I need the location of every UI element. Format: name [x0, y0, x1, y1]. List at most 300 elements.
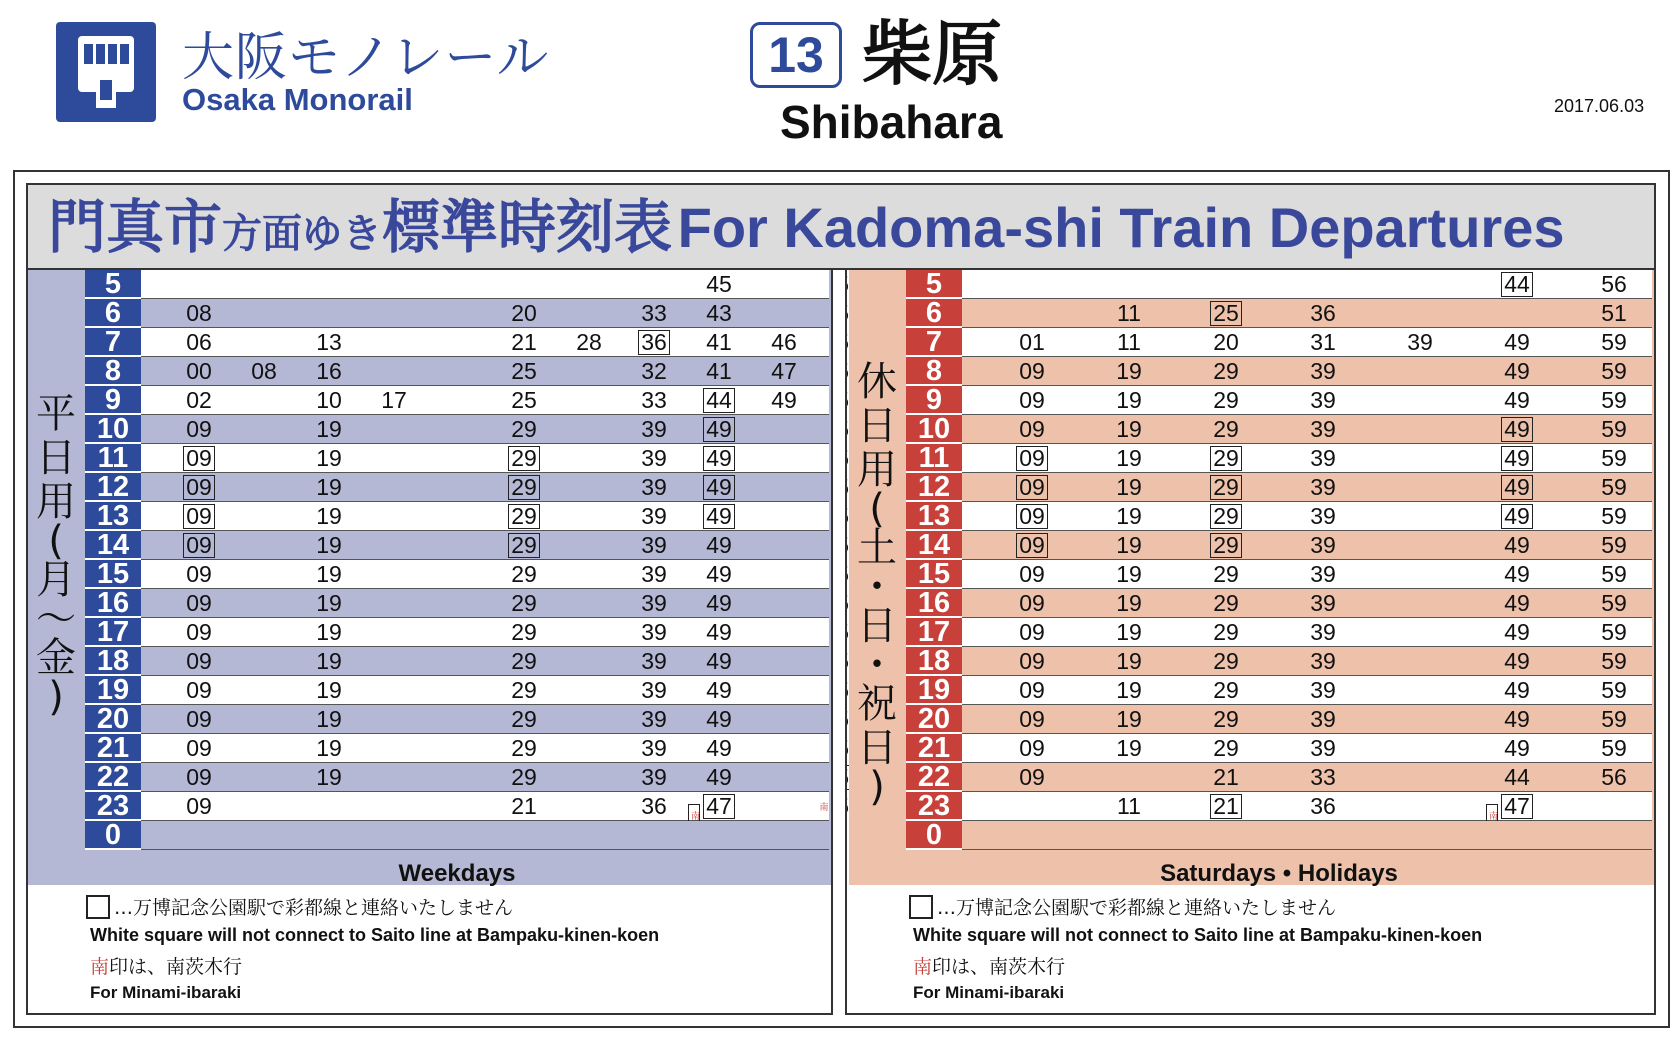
departure-minute: 39	[641, 503, 667, 529]
departure-minute: 36	[637, 328, 671, 357]
departure-minute: 59	[1601, 532, 1627, 558]
departure-minute: 09	[186, 793, 212, 819]
hour-label: 11	[85, 444, 141, 473]
departure-minute: 41	[706, 329, 732, 355]
departure-minute: 19	[1116, 358, 1142, 384]
departure-minute: 29	[511, 764, 537, 790]
departure-minute: 36	[1310, 300, 1336, 326]
hour-label: 19	[906, 676, 962, 705]
departure-minute: 39	[641, 445, 667, 471]
departure-minute: 29	[511, 416, 537, 442]
departure-minute: 19	[1116, 387, 1142, 413]
departure-minute: 31	[1310, 329, 1336, 355]
monorail-train-icon	[56, 22, 156, 122]
departure-minute: 49	[1500, 415, 1534, 444]
departure-minute: 09	[186, 561, 212, 587]
departure-minute: 59	[1601, 648, 1627, 674]
holiday-footer: Saturdays • Holidays	[1160, 860, 1398, 887]
departure-minute: 39	[1310, 503, 1336, 529]
table-row	[962, 734, 1652, 763]
table-row	[962, 386, 1652, 415]
departure-minute: 29	[1209, 502, 1243, 531]
vertical-label-char: 休	[857, 359, 897, 405]
departure-minute: 29	[511, 648, 537, 674]
departure-minute: 49	[702, 444, 736, 473]
departure-minute: 19	[1116, 590, 1142, 616]
departure-minute: 19	[1116, 619, 1142, 645]
vertical-label-char: 金	[36, 635, 76, 681]
departure-minute: 19	[1116, 648, 1142, 674]
hour-label: 6	[906, 299, 962, 328]
departure-minute: 08	[251, 358, 277, 384]
departure-minute: 25	[1209, 299, 1243, 328]
south-note-jp-text: 印は、南茨木行	[109, 956, 243, 978]
departure-minute: 39	[1310, 416, 1336, 442]
vertical-label-char: 日	[857, 603, 897, 649]
departure-minute: 39	[1310, 532, 1336, 558]
departure-minute: 49	[706, 648, 732, 674]
table-row	[962, 357, 1652, 386]
departure-minute: 21	[1213, 764, 1239, 790]
departure-minute: 21	[1209, 792, 1243, 821]
departure-minute: 59	[1601, 619, 1627, 645]
holiday-hours-column	[906, 270, 962, 850]
hour-label: 18	[85, 647, 141, 676]
vertical-label-char: ・	[857, 642, 897, 688]
hour-label: 17	[85, 618, 141, 647]
table-row	[141, 763, 829, 792]
departure-minute: 49	[702, 473, 736, 502]
departure-minute: 39	[1310, 590, 1336, 616]
departure-minute: 29	[1213, 706, 1239, 732]
departure-minute: 29	[511, 619, 537, 645]
hour-label: 0	[85, 821, 141, 850]
departure-minute: 29	[1213, 416, 1239, 442]
departure-minute: 49	[706, 706, 732, 732]
departure-minute: 09	[1019, 416, 1045, 442]
departure-minute: 19	[316, 764, 342, 790]
hour-label: 21	[906, 734, 962, 763]
departure-minute: 20	[511, 300, 537, 326]
table-row	[962, 531, 1652, 560]
departure-minute: 49	[1504, 358, 1530, 384]
departure-minute: 41	[706, 358, 732, 384]
departure-minute: 39	[1407, 329, 1433, 355]
departure-minute: 59	[1601, 445, 1627, 471]
departure-minute: 19	[1116, 416, 1142, 442]
table-row	[962, 821, 1652, 850]
square-note-jp-text: …万博記念公園駅で彩都線と連絡いたしません	[937, 897, 1337, 919]
hour-label: 9	[85, 386, 141, 415]
holiday-panel	[849, 270, 1654, 885]
hour-label: 0	[906, 821, 962, 850]
hour-label: 14	[85, 531, 141, 560]
departure-minute: 19	[316, 445, 342, 471]
departure-minute: 19	[1116, 735, 1142, 761]
departure-minute: 13	[316, 329, 342, 355]
hour-label: 18	[906, 647, 962, 676]
departure-minute: 09	[186, 706, 212, 732]
hour-label: 23	[906, 792, 962, 821]
table-row	[141, 386, 829, 415]
brand-name-en: Osaka Monorail	[182, 82, 413, 117]
table-row	[962, 299, 1652, 328]
square-note-en: White square will not connect to Saito line at Bampaku-kinen-koen	[913, 925, 1483, 945]
departure-minute: 19	[316, 474, 342, 500]
departure-minute: 29	[1213, 619, 1239, 645]
table-row	[141, 705, 829, 734]
vertical-label-char: (	[48, 518, 64, 564]
weekday-times-grid	[141, 270, 829, 850]
hour-label: 8	[906, 357, 962, 386]
departure-minute: 33	[641, 300, 667, 326]
departure-minute: 59	[1601, 677, 1627, 703]
departure-minute: 59	[1601, 735, 1627, 761]
table-row	[141, 328, 829, 357]
departure-minute: 59	[1601, 590, 1627, 616]
departure-minute: 59	[1601, 358, 1627, 384]
departure-minute: 16	[316, 358, 342, 384]
departure-minute: 29	[1209, 473, 1243, 502]
table-row	[962, 705, 1652, 734]
departure-minute: 39	[641, 561, 667, 587]
south-note-jp	[913, 952, 1065, 979]
vertical-label-char: 日	[857, 725, 897, 771]
table-row	[141, 792, 829, 821]
hour-label: 23	[85, 792, 141, 821]
departure-minute: 01	[1019, 329, 1045, 355]
departure-minute: 49	[1500, 502, 1534, 531]
holiday-vertical-label	[849, 359, 905, 810]
vertical-label-char: )	[869, 764, 885, 810]
departure-minute: 47 南	[702, 792, 736, 821]
departure-minute: 39	[641, 416, 667, 442]
departure-minute: 09	[1019, 735, 1045, 761]
table-row	[962, 763, 1652, 792]
departure-minute: 09	[1019, 387, 1045, 413]
weekday-hours-column	[85, 270, 141, 850]
departure-minute: 29	[507, 473, 541, 502]
departure-minute: 09	[186, 416, 212, 442]
departure-minute: 29	[1213, 648, 1239, 674]
station-number-badge: 13	[750, 22, 842, 88]
vertical-label-char: 用	[857, 447, 897, 493]
square-note-jp-text: …万博記念公園駅で彩都線と連絡いたしません	[114, 897, 514, 919]
hour-label: 11	[906, 444, 962, 473]
departure-minute: 19	[316, 706, 342, 732]
departure-minute: 29	[511, 706, 537, 732]
departure-minute: 39	[641, 735, 667, 761]
table-row	[962, 618, 1652, 647]
departure-minute: 49	[706, 561, 732, 587]
departure-minute: 29	[511, 735, 537, 761]
departure-minute: 49	[706, 590, 732, 616]
departure-minute: 49	[1504, 648, 1530, 674]
departure-minute: 39	[1310, 619, 1336, 645]
departure-minute: 10	[316, 387, 342, 413]
departure-minute: 20	[1213, 329, 1239, 355]
table-row	[962, 589, 1652, 618]
white-square-icon	[909, 895, 933, 919]
departure-minute: 19	[316, 677, 342, 703]
departure-minute: 49	[1504, 561, 1530, 587]
departure-minute: 19	[316, 619, 342, 645]
departure-minute: 09	[1015, 502, 1049, 531]
table-row	[141, 560, 829, 589]
departure-minute: 09	[1015, 531, 1049, 560]
departure-minute: 29	[1209, 444, 1243, 473]
departure-minute: 39	[641, 619, 667, 645]
hour-label: 7	[906, 328, 962, 357]
table-row	[141, 502, 829, 531]
south-note-jp	[90, 952, 242, 979]
departure-minute: 19	[1116, 474, 1142, 500]
departure-minute: 51	[1601, 300, 1627, 326]
table-row	[962, 444, 1652, 473]
departure-minute: 09	[1019, 561, 1045, 587]
departure-minute: 29	[1213, 677, 1239, 703]
hour-label: 13	[906, 502, 962, 531]
departure-minute: 39	[1310, 387, 1336, 413]
square-note-jp	[86, 893, 513, 920]
departure-minute: 44	[702, 386, 736, 415]
departure-minute: 09	[182, 473, 216, 502]
departure-minute: 09	[1019, 619, 1045, 645]
departure-minute: 29	[507, 444, 541, 473]
vertical-label-char: ・	[857, 564, 897, 610]
hour-label: 10	[906, 415, 962, 444]
departure-minute: 09	[186, 677, 212, 703]
departure-minute: 36	[1310, 793, 1336, 819]
departure-minute: 39	[641, 677, 667, 703]
departure-minute: 39	[1310, 648, 1336, 674]
departure-minute: 49	[1500, 444, 1534, 473]
departure-minute: 39	[1310, 474, 1336, 500]
departure-minute: 09	[186, 764, 212, 790]
hour-label: 22	[85, 763, 141, 792]
departure-minute: 49	[1504, 590, 1530, 616]
departure-minute: 56	[1601, 271, 1627, 297]
departure-minute: 49	[1504, 735, 1530, 761]
south-mark: 南	[688, 804, 700, 829]
departure-minute: 49	[771, 387, 797, 413]
hour-label: 12	[906, 473, 962, 502]
departure-minute: 11	[1117, 329, 1141, 355]
departure-minute: 39	[1310, 445, 1336, 471]
table-row	[141, 647, 829, 676]
departure-minute: 25	[511, 387, 537, 413]
station-name-jp: 柴原	[862, 13, 1002, 95]
vertical-label-char: 日	[36, 435, 76, 481]
table-row	[141, 357, 829, 386]
white-square-icon	[86, 895, 110, 919]
table-row	[962, 502, 1652, 531]
weekday-panel	[28, 270, 831, 885]
departure-minute: 29	[507, 502, 541, 531]
vertical-label-char: 用	[36, 479, 76, 525]
departure-minute: 00	[186, 358, 212, 384]
departure-minute: 49	[702, 415, 736, 444]
departure-minute: 09	[182, 531, 216, 560]
hour-label: 19	[85, 676, 141, 705]
departure-minute: 59	[1601, 561, 1627, 587]
departure-minute: 09	[182, 444, 216, 473]
departure-minute: 11	[1117, 300, 1141, 326]
departure-minute: 19	[1116, 706, 1142, 732]
departure-minute: 19	[316, 503, 342, 529]
departure-minute: 59	[1601, 387, 1627, 413]
table-row	[962, 270, 1652, 299]
south-mark: 南	[1486, 804, 1498, 829]
departure-minute: 02	[186, 387, 212, 413]
departure-minute: 29	[507, 531, 541, 560]
departure-minute: 19	[1116, 445, 1142, 471]
departure-minute: 56	[1601, 764, 1627, 790]
table-row	[141, 299, 829, 328]
departure-minute: 09	[186, 735, 212, 761]
departure-minute: 49	[1504, 329, 1530, 355]
timetable-title-band	[28, 185, 1654, 270]
table-row	[141, 676, 829, 705]
departure-minute: 09	[186, 590, 212, 616]
hour-label: 6	[85, 299, 141, 328]
destination-jp: 門真市	[48, 193, 223, 261]
departure-minute: 09	[1019, 677, 1045, 703]
hour-label: 13	[85, 502, 141, 531]
hour-label: 12	[85, 473, 141, 502]
weekday-vertical-label	[28, 391, 84, 720]
hour-label: 7	[85, 328, 141, 357]
table-row	[962, 415, 1652, 444]
direction-jp: 方面ゆき	[222, 211, 383, 257]
departure-minute: 44	[1504, 764, 1530, 790]
departure-minute: 25	[511, 358, 537, 384]
hour-label: 5	[906, 270, 962, 299]
brand-name-jp: 大阪モノレール	[182, 28, 550, 88]
departure-minute: 33	[1310, 764, 1336, 790]
vertical-label-char: )	[48, 674, 64, 720]
table-row	[962, 647, 1652, 676]
departure-minute: 09	[186, 648, 212, 674]
departure-minute: 29	[1213, 358, 1239, 384]
departure-minute: 47 南	[1500, 792, 1534, 821]
departure-minute: 29	[1213, 387, 1239, 413]
departure-minute: 09	[1015, 444, 1049, 473]
departure-minute: 29	[511, 590, 537, 616]
square-note-jp	[909, 893, 1336, 920]
square-note-en: White square will not connect to Saito line at Bampaku-kinen-koen	[90, 925, 660, 945]
table-row	[141, 589, 829, 618]
hour-label: 22	[906, 763, 962, 792]
departure-minute: 29	[511, 677, 537, 703]
table-row	[962, 560, 1652, 589]
table-row	[141, 821, 829, 850]
departure-minute: 08	[186, 300, 212, 326]
departure-minute: 06	[186, 329, 212, 355]
south-mark: 南	[819, 802, 829, 812]
departure-minute: 19	[1116, 532, 1142, 558]
hour-label: 21	[85, 734, 141, 763]
station-name-en: Shibahara	[780, 96, 1003, 148]
departure-minute: 45	[706, 271, 732, 297]
departure-minute: 09	[1019, 706, 1045, 732]
departure-minute: 29	[511, 561, 537, 587]
vertical-label-char: 祝	[857, 681, 897, 727]
hour-label: 8	[85, 357, 141, 386]
departure-minute: 44	[1500, 270, 1534, 299]
departure-minute: 19	[316, 416, 342, 442]
vertical-label-char: 〜	[36, 596, 76, 642]
departure-minute: 28	[576, 329, 602, 355]
departure-minute: 49	[1504, 677, 1530, 703]
holiday-notes	[849, 885, 1654, 1013]
hour-label: 10	[85, 415, 141, 444]
departure-minute: 29	[1213, 561, 1239, 587]
departure-minute: 49	[706, 677, 732, 703]
hour-label: 17	[906, 618, 962, 647]
south-note-en: For Minami-ibaraki	[913, 983, 1065, 1002]
departure-minute: 49	[1504, 387, 1530, 413]
departure-minute: 49	[706, 619, 732, 645]
vertical-label-char: 月	[36, 557, 76, 603]
departure-minute: 39	[641, 706, 667, 732]
revision-date: 2017.06.03	[1554, 96, 1645, 116]
table-row	[141, 618, 829, 647]
hour-label: 5	[85, 270, 141, 299]
timetable-label-jp: 標準時刻表	[382, 193, 673, 261]
departure-minute: 59	[1601, 474, 1627, 500]
departure-minute: 49	[706, 764, 732, 790]
south-mark: 南	[913, 956, 933, 978]
table-row	[141, 415, 829, 444]
departure-minute: 39	[641, 590, 667, 616]
departure-minute: 47	[771, 358, 797, 384]
departure-minute: 39	[1310, 735, 1336, 761]
weekday-notes	[28, 885, 831, 1013]
hour-label: 15	[906, 560, 962, 589]
table-row	[962, 792, 1652, 821]
departure-minute: 19	[1116, 677, 1142, 703]
departure-minute: 09	[186, 619, 212, 645]
departure-minute: 09	[1015, 473, 1049, 502]
table-row	[141, 734, 829, 763]
vertical-label-char: (	[869, 486, 885, 532]
departure-minute: 49	[1504, 706, 1530, 732]
table-row	[962, 473, 1652, 502]
departure-minute: 39	[1310, 677, 1336, 703]
departure-minute: 09	[182, 502, 216, 531]
hour-label: 9	[906, 386, 962, 415]
departure-minute: 19	[316, 590, 342, 616]
osaka-monorail-logo	[56, 22, 156, 122]
departure-minute: 19	[316, 648, 342, 674]
departure-minute: 39	[641, 764, 667, 790]
departure-minute: 19	[1116, 503, 1142, 529]
departure-minute: 09	[1019, 764, 1045, 790]
south-note-en: For Minami-ibaraki	[90, 983, 242, 1002]
departure-minute: 59	[1601, 329, 1627, 355]
departure-minute: 49	[1504, 619, 1530, 645]
title-en: For Kadoma-shi Train Departures	[677, 196, 1565, 259]
weekday-footer: Weekdays	[398, 860, 516, 887]
departure-minute: 21	[511, 793, 537, 819]
departure-minute: 43	[706, 300, 732, 326]
hour-label: 16	[85, 589, 141, 618]
table-row	[141, 444, 829, 473]
departure-minute: 49	[706, 532, 732, 558]
departure-minute: 19	[1116, 561, 1142, 587]
departure-minute: 49	[702, 502, 736, 531]
